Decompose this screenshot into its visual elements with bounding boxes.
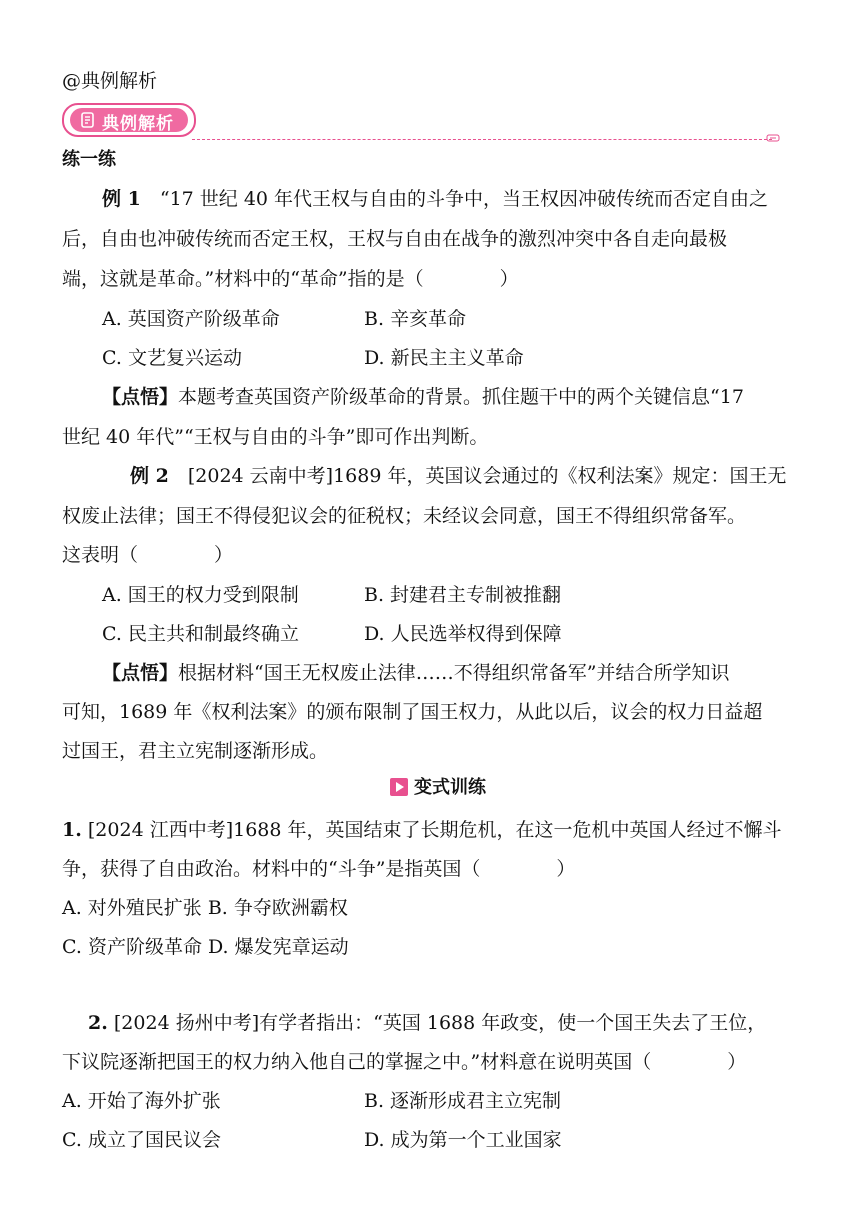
badge-label: 典例解析	[102, 114, 174, 134]
tip-label: 【点悟】	[102, 386, 179, 408]
example1-line-2: 后，自由也冲破传统而否定王权，王权与自由在战争的激烈冲突中各自走向最极	[62, 228, 728, 250]
play-triangle-icon	[390, 778, 408, 796]
rule-end-ornament-icon	[766, 133, 782, 143]
document-icon	[80, 112, 96, 128]
example1-option-b: B. 辛亥革命	[364, 308, 467, 330]
q1-number: 1.	[62, 819, 82, 841]
example2-option-b: B. 封建君主专制被推翻	[364, 584, 562, 606]
example2-option-a: A. 国王的权力受到限制	[102, 584, 299, 606]
example2-option-d: D. 人民选举权得到保障	[364, 623, 562, 645]
example2-line-1: 例 2 [2024 云南中考]1689 年，英国议会通过的《权利法案》规定：国王无	[130, 465, 787, 487]
q1-options-row-2: C. 资产阶级革命 D. 爆发宪章运动	[62, 936, 349, 958]
section-title: 练一练	[62, 149, 116, 170]
q2-option-c: C. 成立了国民议会	[62, 1129, 221, 1151]
example2-tip-line-3: 过国王，君主立宪制逐渐形成。	[62, 740, 329, 762]
example2-tip-line-1: 【点悟】根据材料“国王无权废止法律……不得组织常备军”并结合所学知识	[102, 662, 730, 684]
example1-tip-line-2: 世纪 40 年代”“王权与自由的斗争”即可作出判断。	[62, 426, 489, 448]
q1-line-1: 1. [2024 江西中考]1688 年，英国结束了长期危机，在这一危机中英国人经过不懈斗	[62, 819, 782, 841]
q1-options-row-1: A. 对外殖民扩张 B. 争夺欧洲霸权	[62, 897, 348, 919]
example2-line-3: 这表明（ ）	[62, 544, 234, 566]
example1-line-1: 例 1 “17 世纪 40 年代王权与自由的斗争中，当王权因冲破传统而否定自由之	[102, 188, 769, 210]
q2-option-a: A. 开始了海外扩张	[62, 1090, 221, 1112]
top-tag: @典例解析	[62, 70, 158, 92]
example2-option-c: C. 民主共和制最终确立	[102, 623, 299, 645]
dashed-rule	[192, 139, 772, 140]
q2-option-b: B. 逐渐形成君主立宪制	[364, 1090, 562, 1112]
example1-option-a: A. 英国资产阶级革命	[102, 308, 280, 330]
variant-heading: 变式训练	[390, 773, 486, 799]
example1-option-c: C. 文艺复兴运动	[102, 347, 242, 369]
q2-option-d: D. 成为第一个工业国家	[364, 1129, 562, 1151]
example1-option-d: D. 新民主主义革命	[364, 347, 524, 369]
example2-label: 例 2	[130, 465, 169, 487]
q2-line-2: 下议院逐渐把国王的权力纳入他自己的掌握之中。”材料意在说明英国（ ）	[62, 1051, 747, 1073]
tip-label: 【点悟】	[102, 662, 179, 684]
example1-label: 例 1	[102, 188, 141, 210]
section-banner	[62, 103, 782, 145]
badge	[62, 103, 196, 137]
example2-line-2: 权废止法律；国王不得侵犯议会的征税权；未经议会同意，国王不得组织常备军。	[62, 505, 747, 527]
q1-line-2: 争，获得了自由政治。材料中的“斗争”是指英国（ ）	[62, 858, 576, 880]
example1-tip-line-1: 【点悟】本题考查英国资产阶级革命的背景。抓住题干中的两个关键信息“17	[102, 386, 744, 408]
example1-line-3: 端，这就是革命。”材料中的“革命”指的是（ ）	[62, 268, 519, 290]
q2-line-1: 2. [2024 扬州中考]有学者指出：“英国 1688 年政变，使一个国王失去了王位，	[88, 1012, 767, 1034]
q2-number: 2.	[88, 1012, 108, 1034]
example2-tip-line-2: 可知，1689 年《权利法案》的颁布限制了国王权力，从此以后，议会的权力日益超	[62, 701, 763, 723]
